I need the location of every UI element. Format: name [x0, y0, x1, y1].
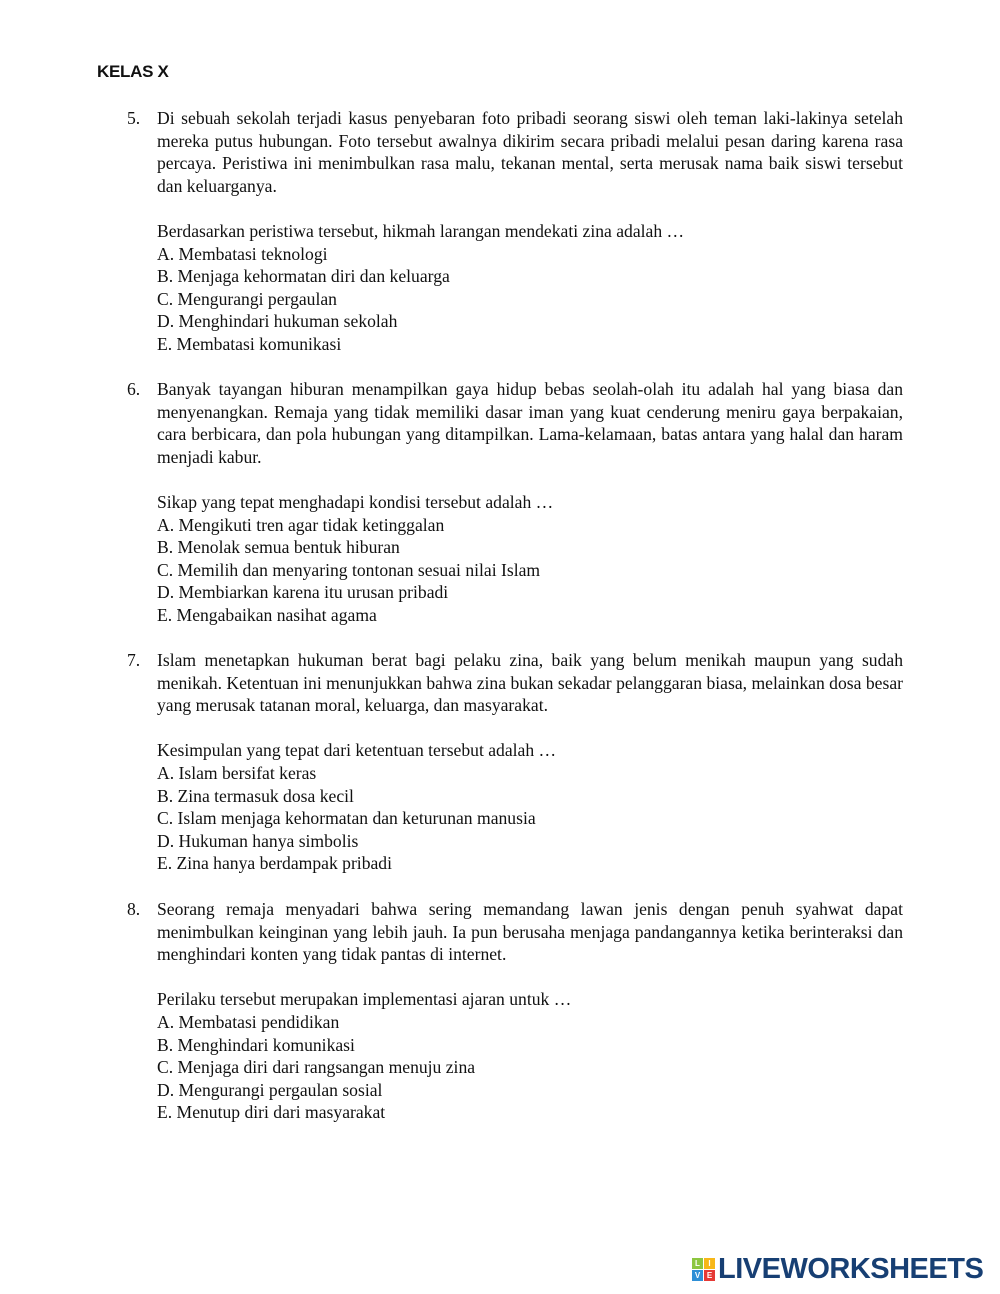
question-8	[127, 898, 903, 1124]
answer-option[interactable]: D. Mengurangi pergaulan sosial	[157, 1079, 383, 1100]
logo-tile-e: E	[704, 1270, 715, 1281]
logo-tiles-icon	[692, 1258, 715, 1281]
answer-option[interactable]: B. Menolak semua bentuk hiburan	[157, 537, 400, 558]
logo-text: LIVEWORKSHEETS	[718, 1253, 984, 1285]
question-text: Seorang remaja menyadari bahwa sering memandang lawan jenis dengan penuh syahwat dapat menimbulkan keinginan yang lebih jauh. Ia pun berusaha menjaga pandangannya ketika berinteraksi dan menghindari konten yang tidak pantas di internet.	[157, 899, 903, 965]
answer-option[interactable]: D. Hukuman hanya simbolis	[157, 830, 359, 851]
logo-tile-l: L	[692, 1258, 703, 1269]
answer-option[interactable]: A. Membatasi pendidikan	[157, 1011, 340, 1032]
question-number: 7.	[127, 650, 141, 670]
answer-option[interactable]: E. Menutup diri dari masyarakat	[157, 1102, 386, 1123]
question-number: 5.	[127, 108, 141, 128]
question-text: Islam menetapkan hukuman berat bagi pelaku zina, baik yang belum menikah maupun yang sudah menikah. Ketentuan ini menunjukkan bahwa zina bukan sekadar pelanggaran biasa, melainkan dosa besar yang merusak tatanan moral, keluarga, dan masyarakat.	[157, 650, 903, 716]
question-number: 6.	[127, 379, 141, 399]
answer-option[interactable]: D. Menghindari hukuman sekolah	[157, 311, 398, 332]
question-text: Banyak tayangan hiburan menampilkan gaya hidup bebas seolah-olah itu adalah hal yang biasa dan menyenangkan. Remaja yang tidak memiliki dasar iman yang kuat cenderung meniru gaya berpakaian, cara berbicara, dan pola hubungan yang ditampilkan. Lama-kelamaan, batas antara yang halal dan haram menjadi kabur.	[157, 379, 903, 467]
page-title: KELAS X	[97, 62, 169, 81]
question-number: 8.	[127, 899, 141, 919]
answer-option[interactable]: B. Zina termasuk dosa kecil	[157, 785, 354, 806]
question-6	[127, 378, 903, 627]
question-5	[127, 107, 903, 356]
question-prompt: Berdasarkan peristiwa tersebut, hikmah larangan mendekati zina adalah …	[157, 220, 685, 241]
logo-tile-i: I	[704, 1258, 715, 1269]
answer-option[interactable]: E. Zina hanya berdampak pribadi	[157, 853, 392, 874]
answer-option[interactable]: C. Mengurangi pergaulan	[157, 288, 337, 309]
answer-option[interactable]: A. Membatasi teknologi	[157, 243, 328, 264]
question-prompt: Kesimpulan yang tepat dari ketentuan tersebut adalah …	[157, 740, 557, 761]
answer-option[interactable]: C. Islam menjaga kehormatan dan keturunan manusia	[157, 808, 536, 829]
question-text: Di sebuah sekolah terjadi kasus penyebaran foto pribadi seorang siswi oleh teman laki-lakinya setelah mereka putus hubungan. Foto tersebut awalnya dikirim secara pribadi melalui pesan daring karena rasa percaya. Peristiwa ini menimbulkan rasa malu, tekanan mental, serta merusak nama baik siswi tersebut dan keluarganya.	[157, 108, 903, 196]
question-7	[127, 649, 903, 875]
answer-option[interactable]: C. Menjaga diri dari rangsangan menuju zina	[157, 1057, 476, 1078]
answer-option[interactable]: D. Membiarkan karena itu urusan pribadi	[157, 582, 449, 603]
question-prompt: Perilaku tersebut merupakan implementasi ajaran untuk …	[157, 989, 572, 1010]
logo-tile-v: V	[692, 1270, 703, 1281]
answer-option[interactable]: C. Memilih dan menyaring tontonan sesuai nilai Islam	[157, 559, 541, 580]
answer-option[interactable]: E. Mengabaikan nasihat agama	[157, 604, 377, 625]
answer-option[interactable]: B. Menghindari komunikasi	[157, 1034, 355, 1055]
answer-option[interactable]: A. Mengikuti tren agar tidak ketinggalan	[157, 514, 445, 535]
answer-option[interactable]: E. Membatasi komunikasi	[157, 333, 342, 354]
answer-option[interactable]: B. Menjaga kehormatan diri dan keluarga	[157, 266, 450, 287]
question-prompt: Sikap yang tepat menghadapi kondisi tersebut adalah …	[157, 491, 554, 512]
answer-option[interactable]: A. Islam bersifat keras	[157, 762, 317, 783]
liveworksheets-logo	[692, 1254, 983, 1284]
